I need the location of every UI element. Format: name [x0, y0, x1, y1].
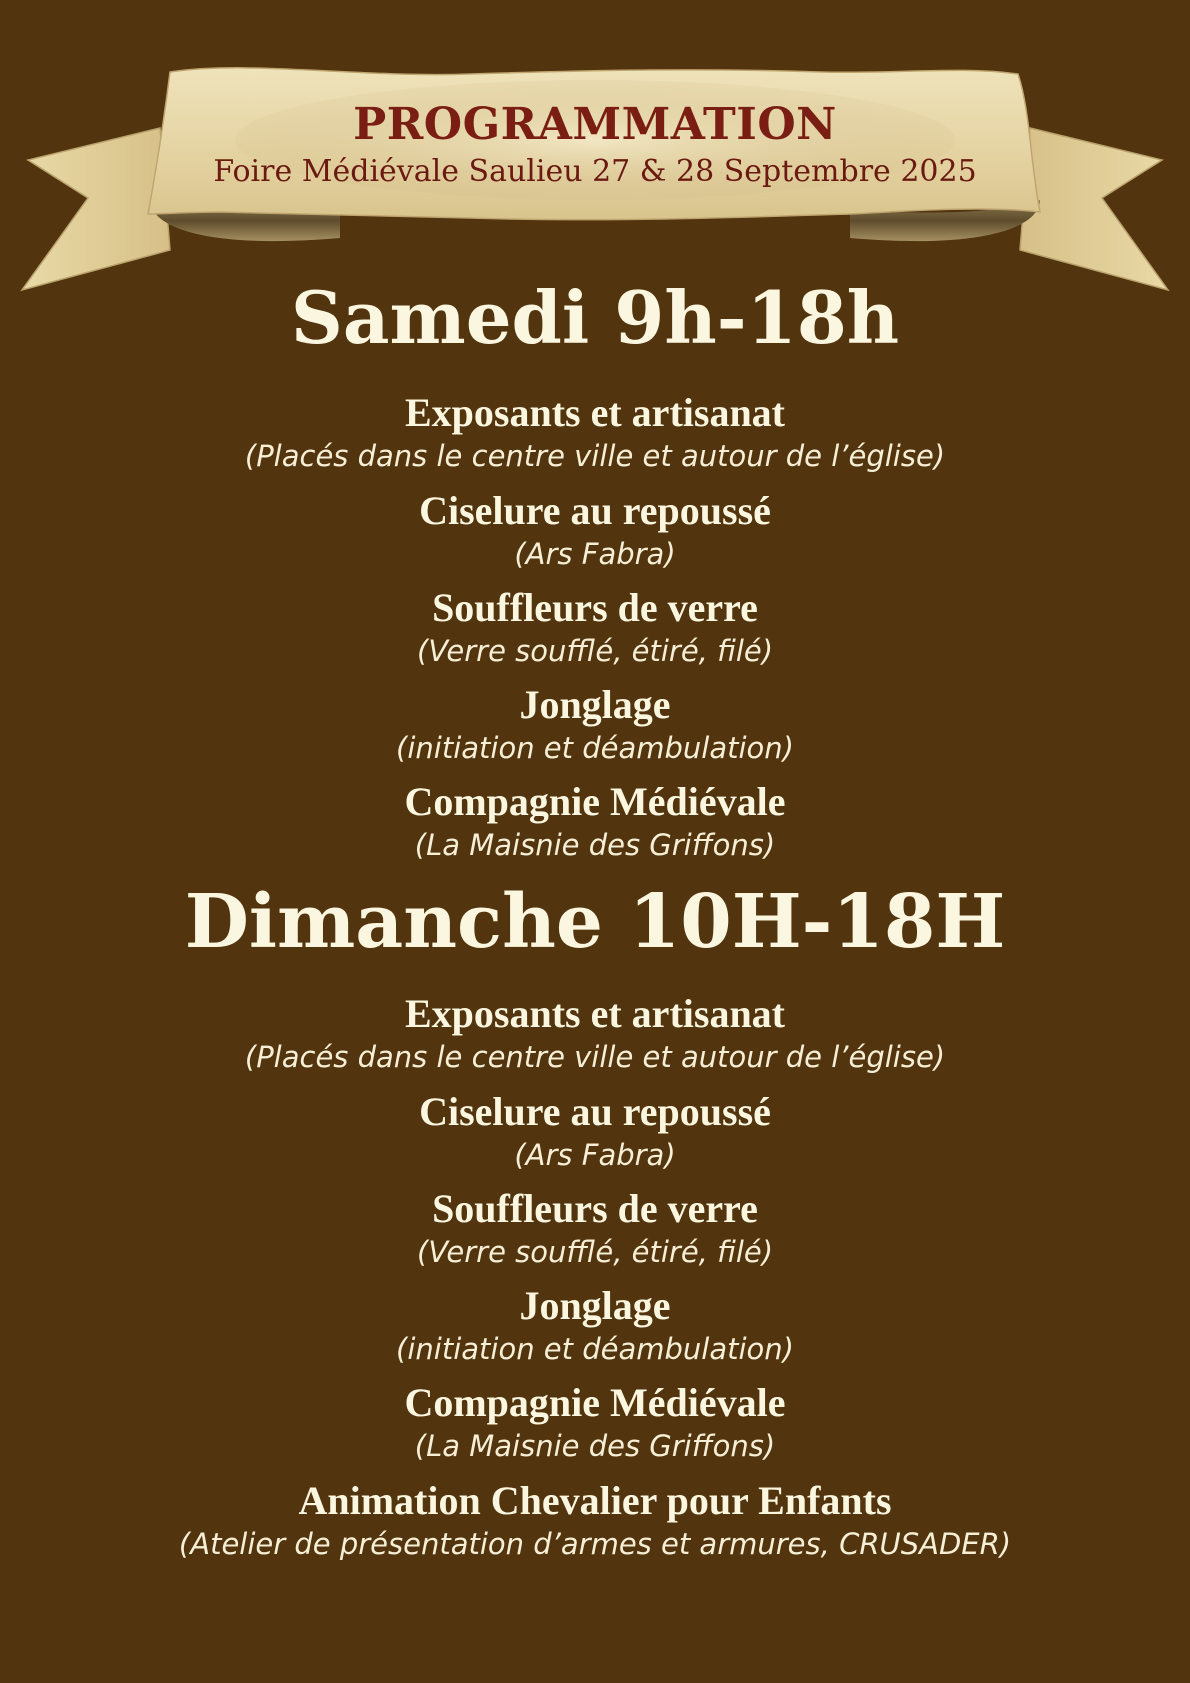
- sunday-activity-title: Jonglage: [519, 1283, 671, 1328]
- sunday-activity-detail: (Atelier de présentation d’armes et armures, CRUSADER): [178, 1527, 1012, 1561]
- sunday-activity-title: Souffleurs de verre: [432, 1186, 758, 1231]
- sunday-activity-title: Animation Chevalier pour Enfants: [298, 1478, 892, 1523]
- sunday-activity-detail: (Placés dans le centre ville et autour de l’église): [244, 1040, 946, 1074]
- saturday-heading: Samedi 9h-18h: [290, 275, 900, 360]
- saturday-activity-detail: (initiation et déambulation): [396, 731, 794, 765]
- sunday-activity-title: Exposants et artisanat: [404, 991, 786, 1036]
- saturday-activity-detail: (Ars Fabra): [514, 537, 676, 571]
- sunday-activity-detail: (La Maisnie des Griffons): [414, 1429, 776, 1463]
- saturday-activity-title: Compagnie Médiévale: [404, 779, 786, 824]
- sunday-activity-detail: (Verre soufflé, étiré, filé): [416, 1235, 774, 1269]
- banner-title: PROGRAMMATION: [353, 99, 837, 150]
- sunday-activity-detail: (Ars Fabra): [514, 1138, 676, 1172]
- saturday-activity-title: Jonglage: [519, 682, 671, 727]
- saturday-activity-title: Souffleurs de verre: [432, 585, 758, 630]
- sunday-activity-title: Ciselure au repoussé: [419, 1089, 771, 1134]
- sunday-activity-detail: (initiation et déambulation): [396, 1332, 794, 1366]
- saturday-activity-title: Exposants et artisanat: [404, 390, 786, 435]
- sunday-heading: Dimanche 10H-18H: [184, 879, 1006, 965]
- saturday-activity-detail: (Verre soufflé, étiré, filé): [416, 634, 774, 668]
- banner-subtitle: Foire Médiévale Saulieu 27 & 28 Septembre 2025: [213, 154, 977, 189]
- sunday-activity-title: Compagnie Médiévale: [404, 1380, 786, 1425]
- saturday-activity-title: Ciselure au repoussé: [419, 488, 771, 533]
- saturday-activity-detail: (Placés dans le centre ville et autour de l’église): [244, 439, 946, 473]
- saturday-activity-detail: (La Maisnie des Griffons): [414, 828, 776, 862]
